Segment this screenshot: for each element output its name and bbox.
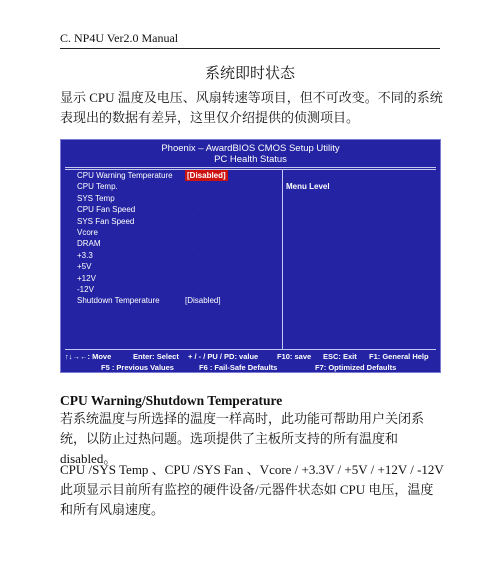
bios-item-label: Shutdown Temperature: [77, 296, 160, 306]
bios-item[interactable]: [77, 261, 277, 272]
help-exit: ESC: Exit: [323, 352, 357, 361]
bios-item-label: +12V: [77, 273, 96, 283]
subheading: CPU Warning/Shutdown Temperature: [60, 393, 283, 408]
help-save: F10: save: [277, 352, 312, 361]
page-header: C. NP4U Ver2.0 Manual: [60, 31, 440, 49]
help-previous: F5 : Previous Values: [101, 363, 174, 372]
bios-item-placeholder: ·: [198, 263, 201, 271]
help-failsafe: F6 : Fail-Safe Defaults: [199, 363, 278, 372]
bios-item[interactable]: [77, 204, 277, 215]
intro-paragraph: 显示 CPU 温度及电压、风扇转速等项目，但不可改变。不同的系统表现出的数据有差异，这里仅介绍提供的侦测项目。: [60, 90, 443, 125]
bios-item[interactable]: [77, 284, 277, 295]
bios-item[interactable]: [77, 273, 277, 284]
bios-item-placeholder: ·: [198, 217, 201, 225]
bios-item-placeholder: ·: [198, 183, 201, 191]
bios-item-label: SYS Fan Speed: [77, 216, 135, 226]
help-general: F1: General Help: [369, 352, 429, 361]
bios-item[interactable]: [77, 216, 277, 227]
bios-title-line1: Phoenix – AwardBIOS CMOS Setup Utility: [161, 143, 340, 154]
help-move: ↑↓→←: Move: [65, 352, 112, 361]
bios-item-placeholder: ·: [198, 286, 201, 293]
menu-level-label: Menu Level: [286, 182, 330, 191]
bios-item[interactable]: [77, 193, 277, 204]
bios-item-value: [Disabled]: [187, 171, 226, 180]
monitor-items-desc: 此项显示目前所有监控的硬件设备/元器件状态如 CPU 电压，温度和所有风扇速度。: [60, 482, 434, 517]
bios-divider: [65, 167, 436, 168]
bios-item-label: Vcore: [77, 228, 98, 237]
bios-item-label: CPU Warning Temperature: [77, 171, 173, 180]
bios-screenshot: [60, 139, 441, 373]
bios-item-value: [Disabled]: [185, 296, 221, 306]
bios-item-placeholder: ·: [198, 274, 201, 282]
monitor-items-list: CPU /SYS Temp 、CPU /SYS Fan 、Vcore / +3.3V / +5V / +12V / -12V: [60, 462, 444, 477]
help-select: Enter: Select: [133, 352, 179, 361]
bios-item[interactable]: [77, 238, 277, 249]
bios-item-label: CPU Temp.: [77, 182, 118, 192]
bios-item-label: DRAM: [77, 239, 101, 249]
bios-item-label: -12V: [77, 285, 94, 294]
bios-item[interactable]: [77, 250, 277, 261]
bios-item-label: CPU Fan Speed: [77, 205, 136, 215]
bios-item-placeholder: ·: [198, 206, 201, 214]
help-optimized: F7: Optimized Defaults: [315, 363, 397, 372]
bios-panel-divider: [282, 169, 283, 349]
bios-item-placeholder: ·: [198, 229, 201, 236]
bios-item-label: +3.3: [77, 250, 93, 260]
paragraph-warning: 若系统温度与所选择的温度一样高时，此功能可帮助用户关闭系统，以防止过热问题。选项提供了主板所支持的所有温度和 disabled。: [60, 411, 425, 466]
bios-item-placeholder: ·: [198, 240, 201, 248]
paragraph-monitor-items: [60, 460, 445, 520]
bios-item[interactable]: [77, 181, 277, 192]
bios-title-line2: PC Health Status: [214, 154, 287, 165]
bios-item[interactable]: [77, 170, 277, 181]
bios-item-placeholder: ·: [198, 251, 201, 259]
bios-item-label: SYS Temp: [77, 193, 115, 203]
bios-divider: [65, 349, 436, 350]
bios-item[interactable]: [77, 227, 277, 238]
bios-item-placeholder: ·: [198, 194, 201, 202]
help-value: + / - / PU / PD: value: [188, 352, 259, 361]
bios-title: [61, 143, 440, 165]
section-title: 系统即时状态: [204, 66, 295, 82]
bios-item[interactable]: [77, 295, 277, 306]
bios-item-label: +5V: [77, 262, 92, 272]
